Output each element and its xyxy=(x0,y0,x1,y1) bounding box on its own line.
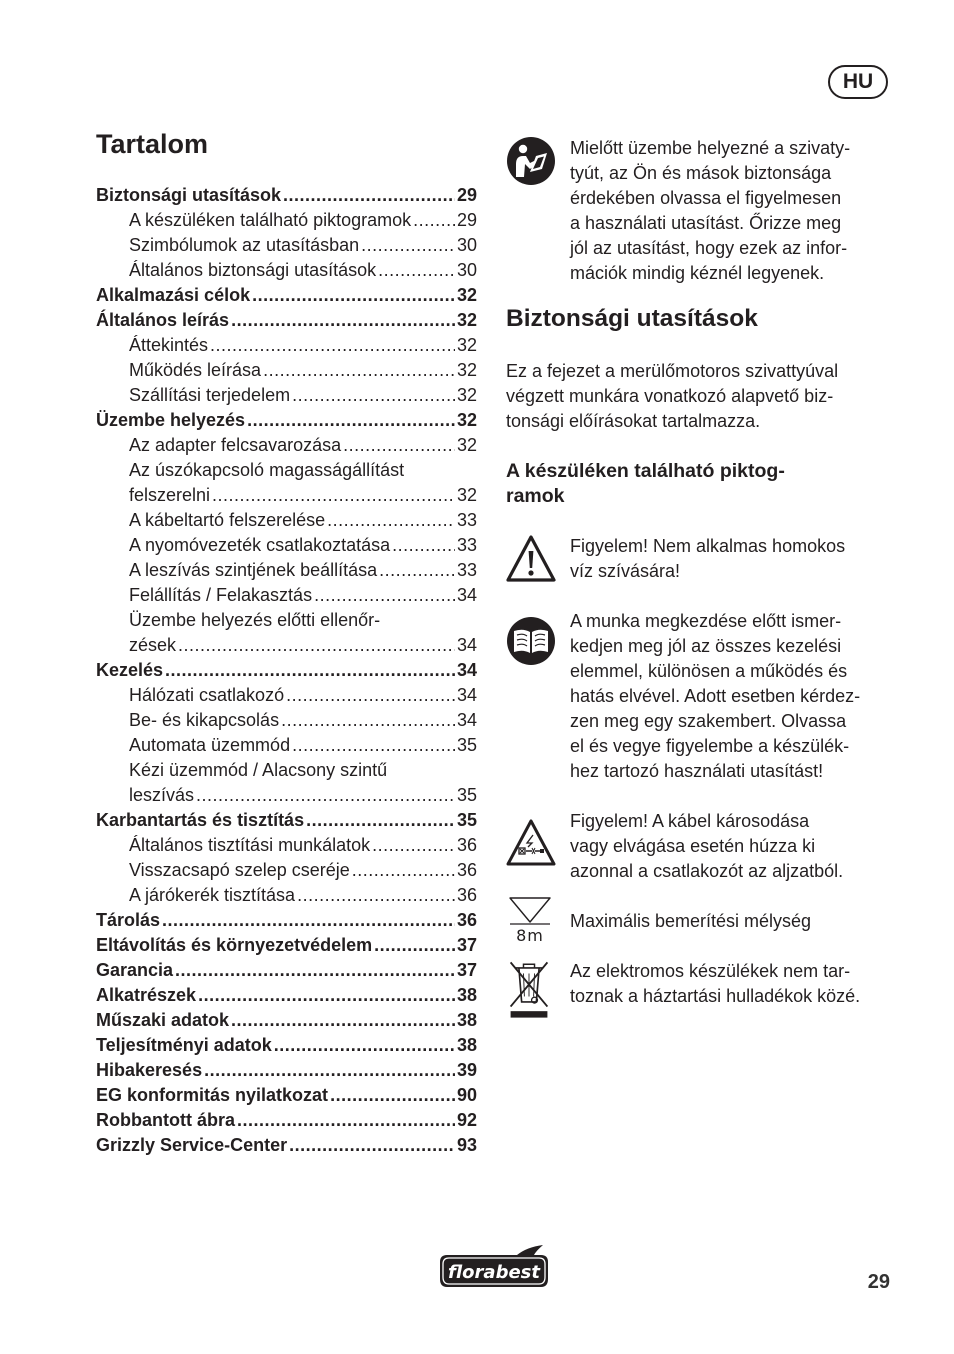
toc-dot-leader xyxy=(286,683,455,708)
pictogram-text: Maximális bemerítési mélység xyxy=(570,911,812,931)
page-number: 29 xyxy=(867,1271,890,1293)
toc-dot-leader xyxy=(379,558,455,583)
read-manual-text: Mielőtt üzembe helyezné a szivaty- tyút, az Ön és mások biztonsága érdekében olvassa el figyelmesen a használati utasítást. Őrizze meg jól az utasítást, hogy ezek az infor- mációk mindig kéznél legyenek. xyxy=(570,138,851,283)
toc-dot-leader xyxy=(361,233,455,258)
logo-text: florabest xyxy=(448,1262,540,1283)
read-manual-icon xyxy=(506,136,556,186)
toc-page-number: 29 xyxy=(456,210,477,230)
toc-entry[interactable] xyxy=(96,308,477,333)
toc-entry-text: Garancia xyxy=(96,960,174,980)
toc-entry-text: A nyomóvezeték csatlakoztatása xyxy=(129,535,391,555)
toc-page-number: 35 xyxy=(456,810,477,830)
toc-page-number: 30 xyxy=(456,235,477,255)
toc-entry-text: A járókerék tisztítása xyxy=(129,885,296,905)
toc-dot-leader xyxy=(306,808,455,833)
toc-entry-text: Műszaki adatok xyxy=(96,1010,230,1030)
toc-entry-text: Alkatrészek xyxy=(96,985,197,1005)
toc-dot-leader xyxy=(247,408,455,433)
toc-entry-text: Általános leírás xyxy=(96,310,230,330)
toc-entry[interactable] xyxy=(96,358,477,383)
toc-entry-text: leszívás xyxy=(129,785,195,805)
toc-page-number: 33 xyxy=(456,560,477,580)
toc-dot-leader xyxy=(372,833,455,858)
toc-dot-leader xyxy=(352,858,455,883)
toc-page-number: 36 xyxy=(456,835,477,855)
toc-dot-leader xyxy=(314,583,455,608)
pictogram-text: Az elektromos készülékek nem tar- toznak a háztartási hulladékok közé. xyxy=(570,961,861,1006)
toc-page-number: 32 xyxy=(456,485,477,505)
toc-entry-text: Hibakeresés xyxy=(96,1060,203,1080)
toc-page-number: 33 xyxy=(456,535,477,555)
toc-dot-leader xyxy=(297,883,455,908)
toc-entry-text: Felállítás / Felakasztás xyxy=(129,585,313,605)
toc-dot-leader xyxy=(212,483,455,508)
toc-dot-leader xyxy=(330,1083,455,1108)
toc-page-number: 32 xyxy=(456,435,477,455)
toc-entry-text: Üzembe helyezés xyxy=(96,410,246,430)
toc-page-number: 35 xyxy=(456,735,477,755)
safety-title: Biztonsági utasítások xyxy=(506,305,758,332)
toc-entry-text: Visszacsapó szelep cseréje xyxy=(129,860,350,880)
weee-crossed-bin-icon xyxy=(506,959,552,1021)
toc-entry[interactable] xyxy=(96,958,477,983)
toc-dot-leader xyxy=(281,708,455,733)
toc-page-number: 29 xyxy=(456,185,477,205)
toc-entry[interactable] xyxy=(96,233,477,258)
pictogram-text: A munka megkezdése előtt ismer- kedjen meg jól az összes kezelési elemmel, különösen a működés és hatás elvével. Adott esetben kérdez- zen meg egy szakembert. Olvassa el és vegye figyelembe a készülék- hez tartozó használati utasítást! xyxy=(570,611,861,781)
toc-page-number: 34 xyxy=(456,585,477,605)
toc-entry[interactable] xyxy=(96,183,477,208)
toc-dot-leader xyxy=(283,183,455,208)
toc-entry-text: Kezelés xyxy=(96,660,164,680)
toc-page-number: 38 xyxy=(456,1010,477,1030)
toc-entry[interactable] xyxy=(96,1108,477,1133)
toc-dot-leader xyxy=(252,283,455,308)
toc-entry-text: Szimbólumok az utasításban xyxy=(129,235,360,255)
max-depth-label: 8m xyxy=(516,926,544,945)
toc-entry[interactable] xyxy=(96,883,477,908)
toc-dot-leader xyxy=(392,533,455,558)
toc-dot-leader xyxy=(175,958,455,983)
toc-entry[interactable] xyxy=(96,1083,477,1108)
toc-entry[interactable] xyxy=(96,433,477,458)
florabest-logo xyxy=(437,1243,551,1291)
toc-entry-text: Hálózati csatlakozó xyxy=(129,685,285,705)
toc-dot-leader xyxy=(162,908,455,933)
toc-dot-leader xyxy=(289,1133,455,1158)
safety-intro: Ez a fejezet a merülőmotoros szivattyúval végzett munkára vonatkozó alapvető biz- tonsági előírásokat tartalmazza. xyxy=(506,361,839,431)
toc-entry[interactable] xyxy=(96,558,477,583)
toc-entry[interactable] xyxy=(96,933,477,958)
toc-page-number: 39 xyxy=(456,1060,477,1080)
toc-dot-leader xyxy=(263,358,455,383)
toc-page-number: 34 xyxy=(456,685,477,705)
pictogram-text: Figyelem! Nem alkalmas homokos víz szívására! xyxy=(570,536,846,581)
toc-dot-leader xyxy=(178,633,455,658)
toc-entry-text: Grizzly Service-Center xyxy=(96,1135,288,1155)
toc-dot-leader xyxy=(413,208,455,233)
toc-entry[interactable] xyxy=(96,708,477,733)
toc-entry-text: Szállítási terjedelem xyxy=(129,385,291,405)
toc-entry[interactable] xyxy=(96,1008,477,1033)
toc-page-number: 34 xyxy=(456,660,477,680)
toc-page-number: 32 xyxy=(456,385,477,405)
toc-dot-leader xyxy=(231,308,455,333)
toc-entry[interactable] xyxy=(96,1133,477,1158)
toc-entry-text: Az adapter felcsavarozása xyxy=(129,435,342,455)
cable-damage-warning-icon xyxy=(506,818,556,868)
toc-entry[interactable] xyxy=(96,758,477,808)
toc-dot-leader xyxy=(378,258,455,283)
toc-entry-text: Tárolás xyxy=(96,910,161,930)
toc-page-number: 37 xyxy=(456,935,477,955)
toc-entry[interactable] xyxy=(96,733,477,758)
toc-entry[interactable] xyxy=(96,1058,477,1083)
toc-page-number: 33 xyxy=(456,510,477,530)
toc-dot-leader xyxy=(198,983,455,1008)
toc-entry-text: A kábeltartó felszerelése xyxy=(129,510,326,530)
toc-page-number: 38 xyxy=(456,985,477,1005)
toc-entry-text: Automata üzemmód xyxy=(129,735,291,755)
toc-page-number: 36 xyxy=(456,910,477,930)
toc-entry[interactable] xyxy=(96,283,477,308)
toc-entry-text: Karbantartás és tisztítás xyxy=(96,810,305,830)
toc-entry[interactable] xyxy=(96,583,477,608)
toc-dot-leader xyxy=(196,783,455,808)
toc-entry-text: A készüléken található piktogramok xyxy=(129,210,412,230)
toc-dot-leader xyxy=(292,733,455,758)
toc-entry[interactable] xyxy=(96,208,477,233)
toc-page-number: 32 xyxy=(456,410,477,430)
toc-entry-text: Általános tisztítási munkálatok xyxy=(129,835,371,855)
toc-page-number: 37 xyxy=(456,960,477,980)
instruction-book-icon xyxy=(506,616,556,666)
toc-dot-leader xyxy=(292,383,455,408)
toc-entry[interactable] xyxy=(96,833,477,858)
toc-entry[interactable] xyxy=(96,258,477,283)
toc-entry[interactable] xyxy=(96,458,477,508)
toc-entry-text: Áttekintés xyxy=(129,335,209,355)
toc-title: Tartalom xyxy=(96,129,209,159)
toc-entry-text: Alkalmazási célok xyxy=(96,285,251,305)
toc-entry-text-line: Üzembe helyezés előtti ellenőr- xyxy=(129,610,381,630)
toc-entry[interactable] xyxy=(96,908,477,933)
toc-dot-leader xyxy=(327,508,455,533)
toc-entry[interactable] xyxy=(96,608,477,658)
toc-entry[interactable] xyxy=(96,333,477,358)
toc-page-number: 34 xyxy=(456,635,477,655)
toc-page-number: 32 xyxy=(456,285,477,305)
toc-entry[interactable] xyxy=(96,508,477,533)
toc-entry[interactable] xyxy=(96,858,477,883)
toc-dot-leader xyxy=(374,933,455,958)
toc-dot-leader xyxy=(165,658,455,683)
table-of-contents xyxy=(96,183,477,1158)
toc-entry-text: Teljesítményi adatok xyxy=(96,1035,272,1055)
toc-page-number: 36 xyxy=(456,860,477,880)
warning-triangle-icon xyxy=(506,534,556,584)
toc-entry-text: Működés leírása xyxy=(129,360,262,380)
toc-page-number: 36 xyxy=(456,885,477,905)
toc-dot-leader xyxy=(210,333,455,358)
toc-dot-leader xyxy=(343,433,455,458)
toc-entry[interactable] xyxy=(96,808,477,833)
toc-entry-text: EG konformitás nyilatkozat xyxy=(96,1085,329,1105)
toc-page-number: 34 xyxy=(456,710,477,730)
toc-entry[interactable] xyxy=(96,533,477,558)
toc-entry-text: Be- és kikapcsolás xyxy=(129,710,280,730)
toc-page-number: 35 xyxy=(456,785,477,805)
toc-entry[interactable] xyxy=(96,1033,477,1058)
toc-dot-leader xyxy=(237,1108,455,1133)
toc-entry[interactable] xyxy=(96,983,477,1008)
toc-page-number: 30 xyxy=(456,260,477,280)
toc-entry-text: Robbantott ábra xyxy=(96,1110,235,1130)
toc-entry[interactable] xyxy=(96,383,477,408)
toc-dot-leader xyxy=(204,1058,455,1083)
toc-entry-text: Általános biztonsági utasítások xyxy=(129,260,377,280)
toc-entry-text: Eltávolítás és környezetvédelem xyxy=(96,935,373,955)
toc-dot-leader xyxy=(231,1008,455,1033)
toc-entry-text: zések xyxy=(129,635,177,655)
toc-page-number: 32 xyxy=(456,335,477,355)
toc-page-number: 32 xyxy=(456,360,477,380)
toc-page-number: 93 xyxy=(456,1135,477,1155)
toc-entry[interactable] xyxy=(96,683,477,708)
toc-page-number: 32 xyxy=(456,310,477,330)
max-depth-icon xyxy=(506,894,556,948)
toc-entry-text-line: Az úszókapcsoló magasságállítást xyxy=(129,460,405,480)
pictogram-text: Figyelem! A kábel károsodása vagy elvágása esetén húzza ki azonnal a csatlakozót az aljzatból. xyxy=(570,811,844,881)
toc-entry[interactable] xyxy=(96,408,477,433)
toc-page-number: 92 xyxy=(456,1110,477,1130)
toc-page-number: 90 xyxy=(456,1085,477,1105)
toc-entry-text: A leszívás szintjének beállítása xyxy=(129,560,378,580)
toc-dot-leader xyxy=(274,1033,455,1058)
toc-entry-text: Biztonsági utasítások xyxy=(96,185,282,205)
toc-entry-text-line: Kézi üzemmód / Alacsony szintű xyxy=(129,760,388,780)
toc-entry-text: felszerelni xyxy=(129,485,211,505)
toc-page-number: 38 xyxy=(456,1035,477,1055)
toc-entry[interactable] xyxy=(96,658,477,683)
pictograms-title: A készüléken található piktog- ramok xyxy=(506,460,785,507)
language-badge: HU xyxy=(828,65,888,99)
